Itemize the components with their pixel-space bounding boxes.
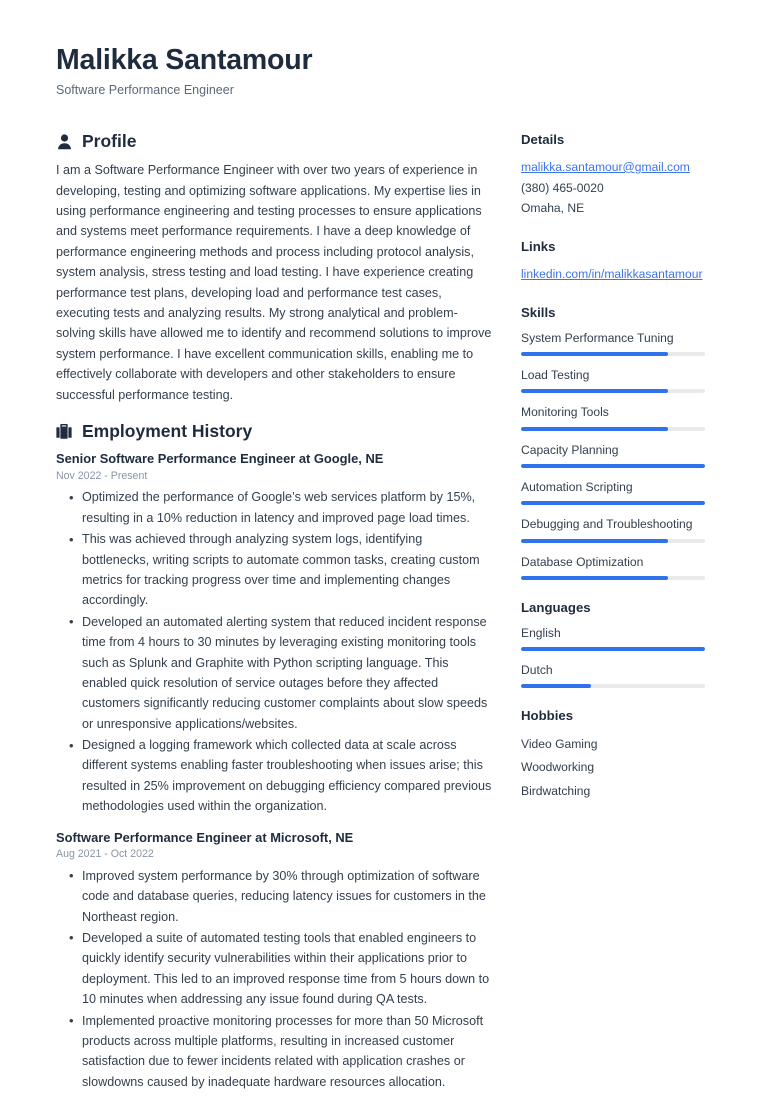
job-dates: Aug 2021 - Oct 2022 [56,848,154,861]
employment-section-header [56,422,492,441]
profile-title: Profile [82,131,137,151]
skill-item [521,516,721,542]
skill-level-track [521,389,705,393]
job-entry [56,450,492,816]
job-heading: Senior Software Performance Engineer at Google, NE [56,451,384,467]
skill-level-track [521,427,705,431]
hobby-item: Video Gaming [521,737,598,752]
details-block [521,132,721,219]
skill-label: Database Optimization [521,554,644,569]
skill-level-fill [521,352,668,356]
language-item [521,662,721,688]
skill-item [521,330,721,356]
language-level-track [521,647,705,651]
skill-label: Automation Scripting [521,479,633,494]
location-text: Omaha, NE [521,201,585,216]
job-bullet: • Improved system performance by 30% through optimization of software code and database queries, reducing latency issues for customers in the Northeast region. [82,866,492,927]
job-bullet: • Optimized the performance of Google’s web services platform by 15%, resulting in a 10% reduction in latency and improved page load times. [82,487,492,528]
skill-level-fill [521,539,668,543]
skill-label: Debugging and Troubleshooting [521,517,693,532]
job-bullet: • Developed an automated alerting system that reduced incident response time from 4 hours to 30 minutes by leveraging existing monitoring tools such as Splunk and Graphite with Python scripting language. This enabled quick resolution of service outages before they affected customers significantly reducing customer complaints about slow speeds or unresponsive applications/websites. [82,612,492,734]
hobby-item: Birdwatching [521,783,591,798]
language-label: Dutch [521,663,553,678]
resume-header [56,44,516,98]
skill-item [521,554,721,580]
job-bullet: • Designed a logging framework which collected data at scale across different systems enabling faster troubleshooting when issues arise; this resulted in 25% improvement on debugging efficiency compared previous methodologies used within the organization. [82,735,492,817]
profile-section-header [56,132,492,151]
skill-level-fill [521,389,668,393]
job-entry [56,829,492,1092]
language-item [521,625,721,651]
language-level-fill [521,684,591,688]
skill-level-track [521,576,705,580]
language-level-track [521,684,705,688]
job-bullet-list [56,487,492,816]
details-title: Details [521,132,565,147]
skill-label: Load Testing [521,368,590,383]
skill-level-track [521,539,705,543]
hobbies-title: Hobbies [521,708,574,724]
job-bullet: • This was achieved through analyzing system logs, identifying bottlenecks, writing scripts to automate common tasks, creating custom metrics for tracking progress over time and implementing changes accordingly. [82,529,492,611]
job-heading: Software Performance Engineer at Microsoft, NE [56,829,354,845]
skill-level-track [521,464,705,468]
languages-block [521,600,721,688]
profile-section [56,132,492,405]
job-bullet: • Developed a suite of automated testing tools that enabled engineers to quickly identify security vulnerabilities within their applications prior to deployment. This led to an improved response time from 5 hours down to 10 minutes when addressing any issue found during QA tests. [82,928,492,1010]
languages-title: Languages [521,599,591,615]
skills-block [521,305,721,580]
hobbies-block [521,708,721,803]
briefcase-icon [56,423,72,440]
skill-item [521,367,721,393]
skill-level-fill [521,501,705,505]
skill-label: Monitoring Tools [521,405,609,420]
employment-section [56,422,492,1092]
links-block [521,239,721,285]
profile-text: I am a Software Performance Engineer with over two years of experience in developing, testing and optimizing software applications. My expertise lies in using performance engineering and testing processes to ensure applications and systems meet performance requirements. I have a deep knowledge of performance engineering methods and process including protocol analysis, system analysis, stress testing and load testing. I have experience creating performance test plans, developing load and performance test cases, executing tests and analyzing results. My strong analytical and problem-solving skills have allowed me to identify and recommend solutions to improve system performance. I have excellent communication skills, enabling me to effectively collaborate with developers and other stakeholders to ensure successful performance testing. [56,163,492,402]
skill-level-fill [521,576,668,580]
sidebar-column [521,132,721,823]
candidate-job-title: Software Performance Engineer [56,82,234,97]
linkedin-link[interactable]: linkedin.com/in/malikkasantamour [521,267,703,282]
candidate-name: Malikka Santamour [56,44,313,76]
language-label: English [521,625,561,640]
skill-level-fill [521,464,705,468]
skill-item [521,404,721,430]
language-level-fill [521,647,705,651]
job-bullet: • Implemented proactive monitoring processes for more than 50 Microsoft products across multiple platforms, resulting in increased customer satisfaction due to fewer incidents related with application crashes or slowdowns caused by inadequate hardware resources allocation. [82,1011,492,1093]
skill-label: System Performance Tuning [521,330,674,345]
hobby-item: Woodworking [521,760,595,775]
skill-level-track [521,352,705,356]
job-dates: Nov 2022 - Present [56,469,148,482]
skill-level-track [521,501,705,505]
skill-item [521,479,721,505]
skill-item [521,442,721,468]
main-column [56,132,492,1096]
links-title: Links [521,239,556,255]
phone-text: (380) 465-0020 [521,180,604,195]
skills-title: Skills [521,304,556,320]
job-bullet-list [56,866,492,1092]
employment-title: Employment History [82,420,253,441]
person-icon [56,133,72,150]
employment-job-list [56,450,492,1092]
skill-label: Capacity Planning [521,442,619,457]
email-link[interactable]: malikka.santamour@gmail.com [521,159,690,174]
skill-level-fill [521,427,668,431]
